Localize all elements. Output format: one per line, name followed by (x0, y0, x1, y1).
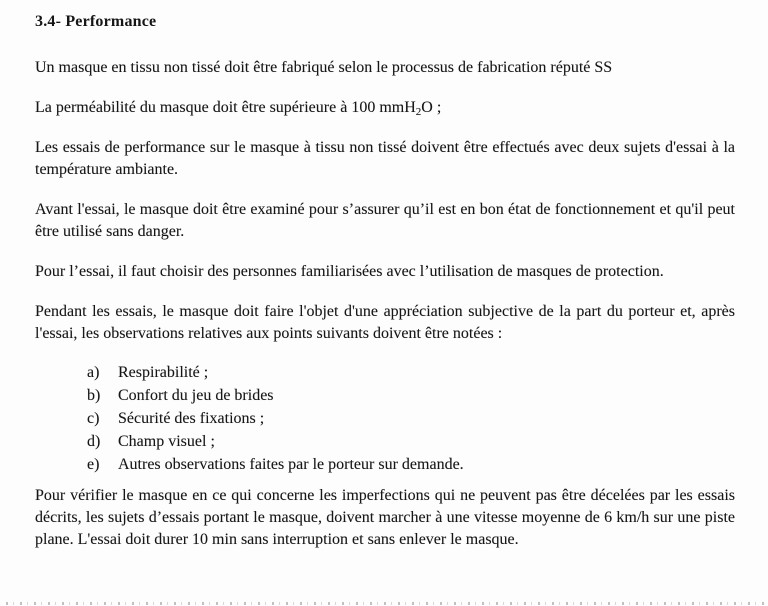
list-item-label: Respirabilité ; (118, 364, 209, 381)
list-item-other-observations (87, 453, 735, 476)
list-marker: d) (87, 433, 101, 450)
list-marker: c) (87, 410, 100, 427)
paragraph-pre-test-exam: Avant l'essai, le masque doit être examiné pour s’assurer qu’il est en bon état de fonctionnement et qu'il peut être utilisé sans danger. (35, 201, 735, 240)
observation-list (35, 361, 735, 476)
paragraph-person-selection: Pour l’essai, il faut choisir des personnes familiarisées avec l’utilisation de masques de protection. (35, 263, 664, 280)
list-marker: a) (87, 364, 100, 381)
paragraph-walking-test: Pour vérifier le masque en ce qui concerne les imperfections qui ne peuvent pas être décelées par les essais décrits, les sujets d’essais portant le masque, doivent marcher à une vitesse moyenne de 6 km/h sur une piste plane. L'essai doit durer 10 min sans interruption et sans enlever le masque. (35, 487, 735, 548)
section-heading: 3.4- Performance (35, 13, 157, 30)
list-item-field-of-vision (87, 430, 735, 453)
permeability-text-end: O ; (421, 99, 442, 116)
list-marker: b) (87, 387, 101, 404)
paragraph-fabrication: Un masque en tissu non tissé doit être fabriqué selon le processus de fabrication réputé SS (35, 59, 613, 76)
permeability-text-start: La perméabilité du masque doit être supérieure à 100 mmH (35, 99, 416, 116)
list-item-label: Confort du jeu de brides (118, 387, 274, 404)
paragraph-subjective-assessment: Pendant les essais, le masque doit faire l'objet d'une appréciation subjective de la part du porteur et, après l'essai, les observations relatives aux points suivants doivent être notées : (35, 303, 735, 342)
list-item-fastening-security (87, 407, 735, 430)
subscript-2: 2 (415, 106, 422, 118)
list-item-label: Autres observations faites par le porteur sur demande. (118, 456, 464, 473)
paragraph-test-subjects: Les essais de performance sur le masque à tissu non tissé doivent être effectués avec deux sujets d'essai à la température ambiante. (35, 139, 735, 178)
list-marker: e) (87, 456, 100, 473)
paragraph-permeability (35, 97, 735, 119)
list-item-label: Champ visuel ; (118, 433, 215, 450)
list-item-respirability (87, 361, 735, 384)
list-item-strap-comfort (87, 384, 735, 407)
list-item-label: Sécurité des fixations ; (118, 410, 265, 427)
cutoff-text-artifact (6, 602, 765, 605)
